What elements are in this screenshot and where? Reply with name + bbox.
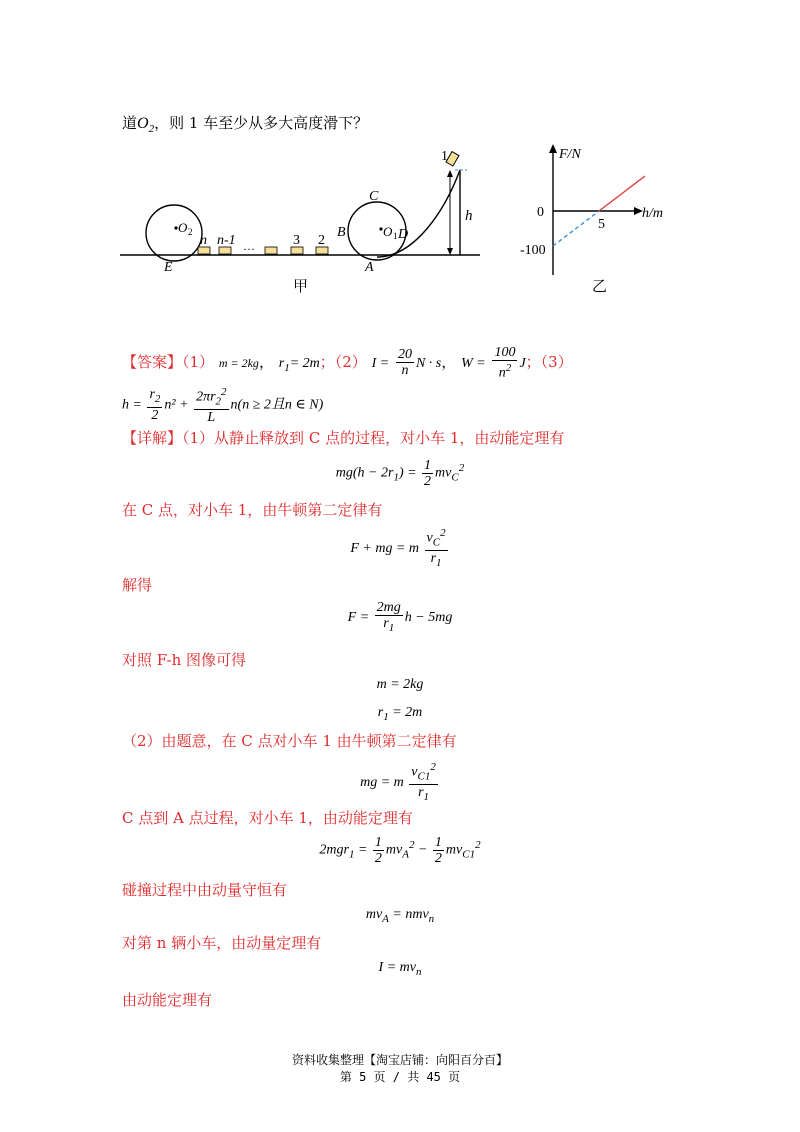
eq7-t2sub: C1 bbox=[462, 848, 476, 861]
eq2-nsup: 2 bbox=[440, 527, 446, 539]
eq9-lsub: n bbox=[415, 965, 422, 978]
label-b: B bbox=[337, 225, 346, 240]
h-f2-den: L bbox=[207, 410, 216, 426]
eq7-den1: 2 bbox=[374, 851, 382, 866]
footer-page-number: 第 5 页 / 共 45 页 bbox=[339, 1070, 461, 1084]
eq1-rsup: 2 bbox=[458, 462, 465, 475]
eq3-dsub: 1 bbox=[388, 621, 395, 634]
series-solid-line bbox=[599, 176, 645, 211]
label-h: h bbox=[465, 208, 473, 224]
detail-line-3: 解得 bbox=[122, 576, 153, 594]
label-c: C bbox=[369, 189, 379, 204]
x-axis-label: h/m bbox=[642, 206, 663, 221]
y-tick-label: -100 bbox=[520, 243, 546, 258]
answer-line: 【答案】（1） m = 2kg， $r_1= 2m$；（2） I = $\frac{20}{n}$ N · s， W = $\frac{100}{n^2}$ J；（3） bbox=[122, 345, 573, 381]
eq2-lhs: F + mg = m bbox=[350, 540, 420, 556]
question-line bbox=[122, 113, 368, 139]
ramp-curve bbox=[377, 170, 460, 257]
answer-I-frac bbox=[396, 347, 414, 378]
figure-yi bbox=[515, 140, 675, 280]
label-n-minus-1: n-1 bbox=[217, 233, 236, 248]
label-o1-sub: 1 bbox=[393, 231, 398, 241]
eq3-den: r bbox=[383, 616, 389, 631]
loop-o2 bbox=[146, 205, 202, 261]
label-e: E bbox=[164, 260, 173, 275]
answer-r1: = 2m bbox=[289, 355, 320, 371]
car-n bbox=[198, 247, 210, 254]
eq8-rsub: n bbox=[428, 912, 435, 925]
eq2-num: v bbox=[426, 530, 433, 546]
label-o2: O bbox=[178, 220, 188, 235]
eq3-lhs: F = bbox=[347, 610, 370, 626]
eq1-rsub: C bbox=[451, 471, 459, 484]
h-frac2: $\frac{2\pi r_2^2}{L}$ bbox=[196, 386, 227, 426]
h-pre: h = bbox=[122, 397, 142, 413]
eq7-den2: 2 bbox=[434, 851, 442, 866]
eq-8 bbox=[0, 905, 800, 929]
answer-sep2: ；（2） bbox=[319, 352, 367, 371]
h-f1-num: r bbox=[149, 387, 155, 403]
symbol-o2-sub: 2 bbox=[148, 123, 155, 135]
eq7-lsub: 1 bbox=[348, 848, 355, 861]
eq6-dsub: 1 bbox=[423, 791, 430, 804]
question-prefix: 道 bbox=[122, 114, 138, 132]
I-unit: N · s bbox=[415, 355, 442, 371]
eq5-lhs: r bbox=[377, 705, 384, 720]
W-unit: J bbox=[519, 355, 526, 371]
eq1-lhs: mg(h − 2r bbox=[335, 465, 394, 481]
detail-line-2: 在 C 点，对小车 1，由牛顿第二定律有 bbox=[122, 501, 383, 519]
eq-1: $mg(h - 2r_1)$ = $\frac{1}{2}$ $mv_C^2$ bbox=[335, 458, 465, 489]
eq7-t2sup: 2 bbox=[475, 839, 481, 852]
eq6-lhs: mg = m bbox=[360, 774, 404, 790]
eq5-rhs: = 2m bbox=[392, 705, 423, 720]
h-f1-den: 2 bbox=[151, 408, 159, 424]
height-arrow-down bbox=[447, 248, 453, 255]
footer-source: 资料收集整理【淘宝店铺：向阳百分百】 bbox=[291, 1053, 508, 1067]
eq-3 bbox=[0, 600, 800, 636]
label-dots: … bbox=[243, 239, 255, 253]
car-n-minus-1 bbox=[219, 247, 231, 254]
eq3-rhs: h − 5mg bbox=[404, 610, 453, 626]
eq8-lhs: mv bbox=[365, 907, 383, 922]
eq-5: $r_1 = 2m$ bbox=[377, 705, 423, 723]
W-num: 100 bbox=[494, 345, 516, 360]
eq-7 bbox=[0, 835, 800, 866]
W-den: n bbox=[498, 365, 506, 381]
label-3: 3 bbox=[293, 233, 300, 248]
h-frac1: $\frac{r_2}{2}$ bbox=[149, 387, 161, 424]
detail-line-8: 对第 n 辆小车，由动量定理有 bbox=[122, 934, 322, 952]
eq7-eq: = bbox=[357, 842, 368, 858]
eq1-rhs: mv bbox=[435, 465, 452, 481]
origin-label: 0 bbox=[537, 205, 544, 220]
eq6-num: v bbox=[411, 764, 418, 780]
eq-6 bbox=[0, 760, 800, 805]
detail-line-1 bbox=[122, 428, 564, 448]
label-a: A bbox=[365, 260, 374, 275]
label-1: 1 bbox=[441, 149, 448, 164]
question-rest: ，则 1 车至少从多大高度滑下？ bbox=[154, 114, 369, 132]
eq7-t1sup: 2 bbox=[408, 839, 415, 852]
eq3-num: 2mg bbox=[376, 600, 401, 615]
eq-2 bbox=[0, 526, 800, 571]
eq2-dsub: 1 bbox=[436, 557, 442, 570]
eq6-nsup: 2 bbox=[430, 761, 436, 773]
eq7-t2: mv bbox=[445, 842, 463, 858]
label-d: D bbox=[398, 227, 409, 242]
car-2 bbox=[316, 247, 328, 254]
eq7-t1: mv bbox=[385, 842, 403, 858]
series-dashed-line bbox=[553, 211, 599, 246]
eq-9 bbox=[0, 958, 800, 982]
car-mid bbox=[265, 247, 277, 254]
symbol-o2: O bbox=[137, 115, 149, 132]
detail-line-6: C 点到 A 点过程，对小车 1，由动能定理有 bbox=[122, 809, 413, 827]
I-den: n bbox=[401, 363, 409, 379]
eq1-den: 2 bbox=[424, 474, 432, 489]
answer-tag: 【答案】 bbox=[122, 352, 183, 371]
x-tick-label: 5 bbox=[598, 217, 605, 232]
label-2: 2 bbox=[318, 233, 325, 248]
detail-text-1: （1）从静止释放到 C 点的过程，对小车 1，由动能定理有 bbox=[182, 429, 565, 447]
I-num: 20 bbox=[397, 347, 412, 363]
detail-line-7: 碰撞过程中由动量守恒有 bbox=[122, 881, 288, 899]
label-o2-sub: 2 bbox=[188, 227, 193, 237]
car-3 bbox=[291, 247, 303, 254]
eq2-nsub: C bbox=[432, 536, 441, 549]
eq6-nsub: C1 bbox=[417, 770, 431, 783]
eq6-den: r bbox=[418, 785, 424, 801]
eq7-t1sub: A bbox=[402, 848, 409, 861]
eq7-lhs: 2mgr bbox=[319, 842, 349, 858]
y-axis-arrow bbox=[549, 144, 557, 153]
eq8-lsub: A bbox=[382, 912, 389, 925]
label-n: n bbox=[200, 233, 207, 248]
caption-jia: 甲 bbox=[293, 277, 309, 295]
eq9-lhs: I = mv bbox=[378, 960, 416, 975]
answer-h-line bbox=[122, 385, 323, 425]
eq7-num2: 1 bbox=[434, 835, 442, 850]
eq2-den: r bbox=[430, 551, 437, 567]
y-axis-label: F/N bbox=[559, 147, 581, 162]
height-arrow-up bbox=[447, 170, 453, 177]
eq7-num1: 1 bbox=[374, 835, 382, 850]
h-tail: n(n ≥ 2且n ∈ N) bbox=[230, 397, 324, 413]
answer-part1: （1） bbox=[182, 352, 215, 371]
answer-sep4: ；（3） bbox=[525, 352, 573, 371]
answer-m: m = 2kg bbox=[218, 355, 259, 370]
eq1-lhs2: ) = bbox=[398, 465, 417, 481]
eq8-rhs: = nmv bbox=[392, 907, 429, 922]
detail-line-9: 由动能定理有 bbox=[122, 991, 213, 1009]
detail-line-4: 对照 F-h 图像可得 bbox=[122, 651, 246, 669]
eq7-minus: − bbox=[417, 842, 428, 858]
h-f2-num: 2πr bbox=[196, 389, 216, 405]
eq-4: m = 2kg bbox=[376, 677, 424, 692]
label-o1: O bbox=[383, 224, 393, 239]
detail-line-5: （2）由题意，在 C 点对小车 1 由牛顿第二定律有 bbox=[122, 732, 457, 750]
h-mid: n² + bbox=[164, 397, 189, 413]
answer-sep1: ， bbox=[258, 352, 274, 371]
answer-sep3: ， bbox=[441, 352, 457, 371]
answer-W-frac: $\frac{100}{n^2}$ bbox=[494, 345, 516, 381]
detail-tag: 【详解】 bbox=[122, 429, 183, 447]
caption-yi: 乙 bbox=[592, 277, 608, 295]
eq1-num: 1 bbox=[424, 458, 432, 473]
